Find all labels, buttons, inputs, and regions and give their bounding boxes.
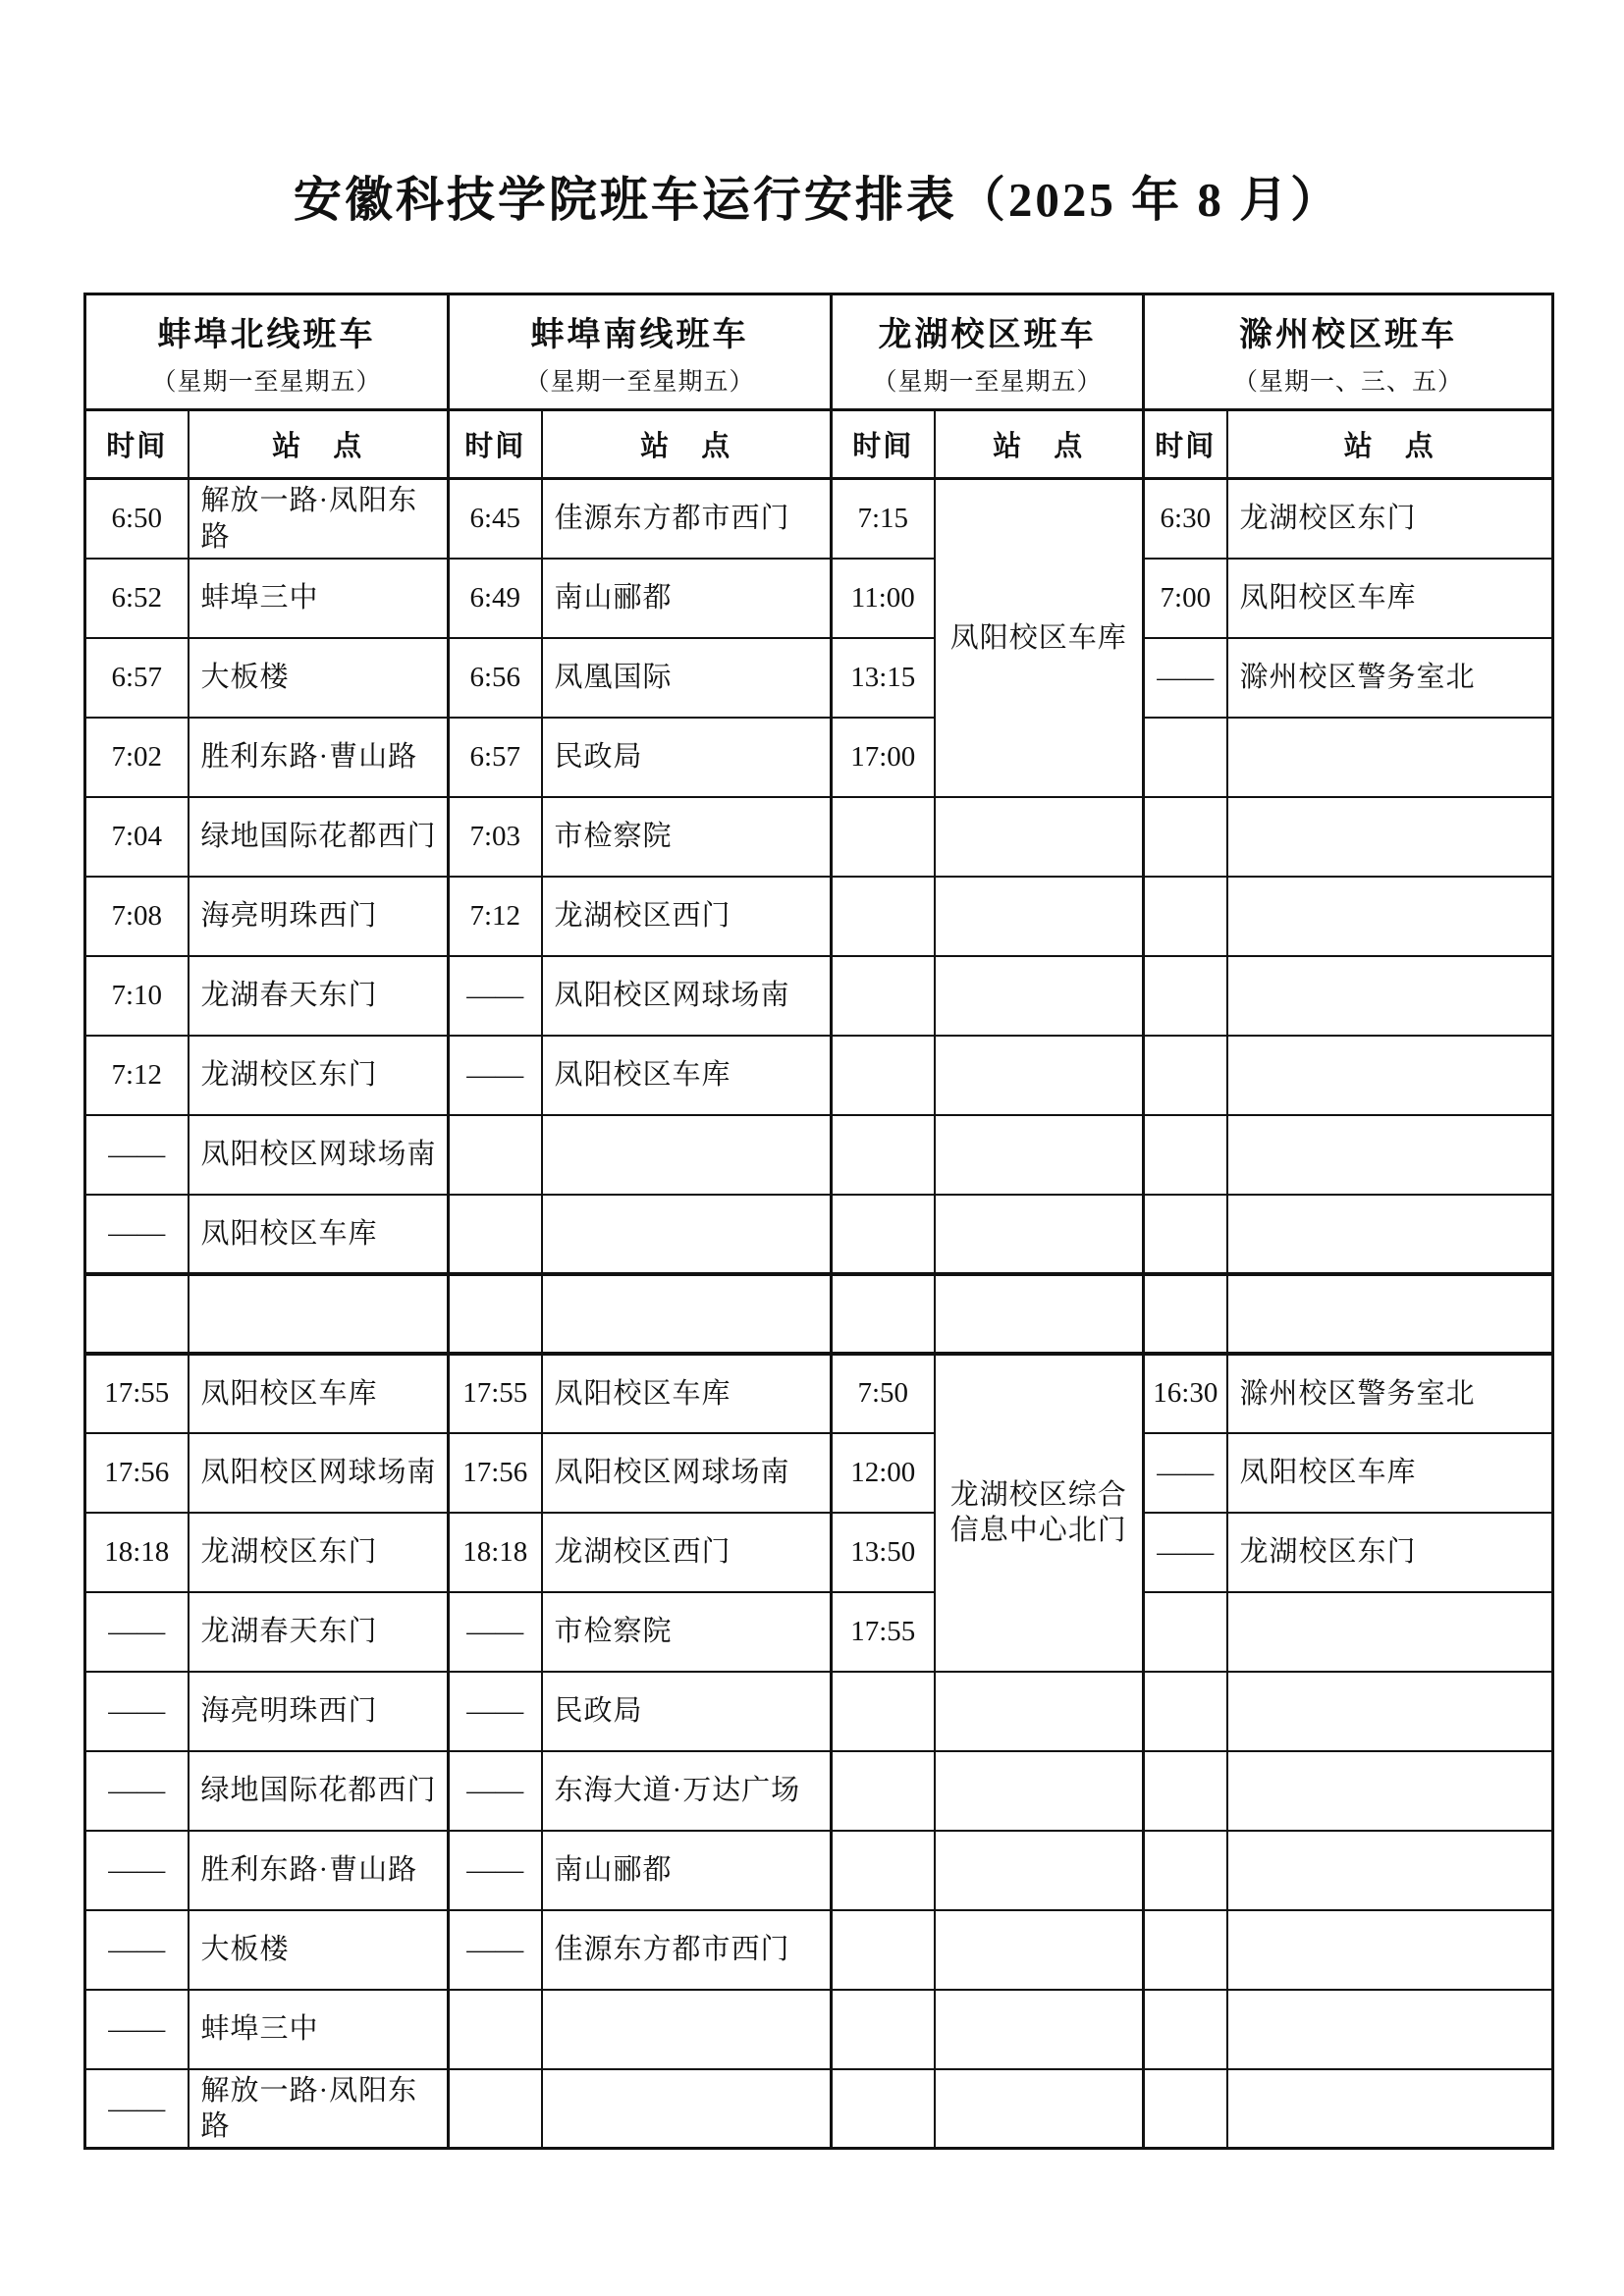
time-cell bbox=[832, 1274, 935, 1354]
station-cell: 龙湖校区东门 bbox=[189, 1036, 449, 1115]
time-header: 时间 bbox=[832, 410, 935, 479]
station-cell bbox=[1227, 1910, 1553, 1990]
group-header-longhu bbox=[832, 294, 1144, 410]
morning-row bbox=[85, 1274, 1553, 1354]
station-cell bbox=[935, 956, 1144, 1036]
station-cell bbox=[1227, 956, 1553, 1036]
station-cell: 滁州校区警务室北 bbox=[1227, 1354, 1553, 1433]
merged-station-cell: 凤阳校区车库 bbox=[935, 479, 1144, 797]
time-cell: 7:12 bbox=[85, 1036, 189, 1115]
time-cell bbox=[832, 2069, 935, 2149]
time-cell: 7:08 bbox=[85, 877, 189, 956]
time-cell bbox=[1144, 2069, 1227, 2149]
group-title: 滁州校区班车 bbox=[1239, 316, 1458, 353]
station-header: 站 点 bbox=[1227, 410, 1553, 479]
station-cell: 佳源东方都市西门 bbox=[542, 479, 832, 559]
station-cell: 绿地国际花都西门 bbox=[189, 797, 449, 877]
time-cell: —— bbox=[1144, 1433, 1227, 1513]
time-cell bbox=[1144, 797, 1227, 877]
group-title: 蚌埠北线班车 bbox=[157, 316, 376, 353]
time-cell bbox=[832, 1831, 935, 1910]
evening-row bbox=[85, 1751, 1553, 1831]
station-cell: 凤阳校区车库 bbox=[189, 1195, 449, 1274]
station-cell: 凤阳校区网球场南 bbox=[189, 1433, 449, 1513]
time-cell: —— bbox=[85, 1195, 189, 1274]
group-header-bengbu-south bbox=[449, 294, 832, 410]
morning-row bbox=[85, 956, 1553, 1036]
time-cell: 7:02 bbox=[85, 718, 189, 797]
station-cell: 绿地国际花都西门 bbox=[189, 1751, 449, 1831]
station-cell: 大板楼 bbox=[189, 638, 449, 718]
evening-row bbox=[85, 1831, 1553, 1910]
time-cell: 7:50 bbox=[832, 1354, 935, 1433]
time-cell: —— bbox=[85, 1672, 189, 1751]
time-cell: 18:18 bbox=[449, 1513, 542, 1592]
station-cell bbox=[1227, 1036, 1553, 1115]
time-cell bbox=[449, 1274, 542, 1354]
time-cell bbox=[832, 1195, 935, 1274]
time-cell: 13:50 bbox=[832, 1513, 935, 1592]
station-cell: 胜利东路·曹山路 bbox=[189, 1831, 449, 1910]
bus-schedule-table bbox=[83, 293, 1554, 2150]
station-cell bbox=[542, 1115, 832, 1195]
time-cell: 17:55 bbox=[85, 1354, 189, 1433]
morning-row bbox=[85, 1115, 1553, 1195]
group-header-chuzhou bbox=[1144, 294, 1553, 410]
station-cell: 胜利东路·曹山路 bbox=[189, 718, 449, 797]
time-cell: —— bbox=[85, 1751, 189, 1831]
time-cell bbox=[449, 2069, 542, 2149]
station-cell bbox=[542, 1195, 832, 1274]
station-cell: 大板楼 bbox=[189, 1910, 449, 1990]
time-cell: 18:18 bbox=[85, 1513, 189, 1592]
time-cell bbox=[1144, 718, 1227, 797]
station-cell bbox=[935, 877, 1144, 956]
time-cell: —— bbox=[449, 1036, 542, 1115]
time-cell bbox=[832, 797, 935, 877]
time-cell: 12:00 bbox=[832, 1433, 935, 1513]
station-cell: 凤凰国际 bbox=[542, 638, 832, 718]
time-cell bbox=[1144, 1592, 1227, 1672]
time-header: 时间 bbox=[1144, 410, 1227, 479]
time-cell bbox=[832, 1036, 935, 1115]
station-cell bbox=[189, 1274, 449, 1354]
time-cell bbox=[832, 1990, 935, 2069]
time-cell: —— bbox=[449, 1831, 542, 1910]
time-cell: 6:49 bbox=[449, 559, 542, 638]
station-cell: 龙湖校区东门 bbox=[1227, 1513, 1553, 1592]
time-cell: —— bbox=[85, 1990, 189, 2069]
station-cell bbox=[1227, 1751, 1553, 1831]
time-cell bbox=[1144, 956, 1227, 1036]
time-cell: —— bbox=[1144, 638, 1227, 718]
time-cell bbox=[832, 1672, 935, 1751]
time-cell: —— bbox=[449, 1672, 542, 1751]
station-cell: 龙湖校区东门 bbox=[1227, 479, 1553, 559]
station-cell bbox=[1227, 718, 1553, 797]
time-cell: 6:50 bbox=[85, 479, 189, 559]
time-cell: —— bbox=[449, 1910, 542, 1990]
group-subtitle: （星期一至星期五） bbox=[524, 368, 755, 396]
station-cell: 凤阳校区车库 bbox=[542, 1036, 832, 1115]
station-cell: 佳源东方都市西门 bbox=[542, 1910, 832, 1990]
group-header-bengbu-north bbox=[85, 294, 449, 410]
station-cell: 解放一路·凤阳东路 bbox=[189, 479, 449, 559]
morning-row bbox=[85, 797, 1553, 877]
time-cell: —— bbox=[85, 1115, 189, 1195]
time-cell: —— bbox=[449, 1592, 542, 1672]
station-cell bbox=[1227, 877, 1553, 956]
evening-row bbox=[85, 1672, 1553, 1751]
time-cell: 6:45 bbox=[449, 479, 542, 559]
station-cell bbox=[935, 797, 1144, 877]
station-cell: 凤阳校区网球场南 bbox=[542, 1433, 832, 1513]
station-cell bbox=[935, 1036, 1144, 1115]
station-cell: 海亮明珠西门 bbox=[189, 1672, 449, 1751]
time-cell: —— bbox=[85, 2069, 189, 2149]
evening-row bbox=[85, 1433, 1553, 1513]
station-cell: 蚌埠三中 bbox=[189, 1990, 449, 2069]
time-cell bbox=[832, 1910, 935, 1990]
time-header: 时间 bbox=[449, 410, 542, 479]
time-cell bbox=[1144, 1274, 1227, 1354]
station-cell bbox=[542, 2069, 832, 2149]
station-cell: 解放一路·凤阳东路 bbox=[189, 2069, 449, 2149]
group-title: 蚌埠南线班车 bbox=[530, 316, 749, 353]
station-cell: 滁州校区警务室北 bbox=[1227, 638, 1553, 718]
station-cell bbox=[1227, 1831, 1553, 1910]
time-cell: 17:55 bbox=[449, 1354, 542, 1433]
group-subtitle: （星期一至星期五） bbox=[872, 368, 1103, 396]
morning-row bbox=[85, 1036, 1553, 1115]
time-cell bbox=[832, 877, 935, 956]
station-header: 站 点 bbox=[935, 410, 1144, 479]
time-cell: 6:57 bbox=[449, 718, 542, 797]
station-cell: 凤阳校区网球场南 bbox=[542, 956, 832, 1036]
station-cell bbox=[1227, 1274, 1553, 1354]
station-cell bbox=[542, 1990, 832, 2069]
time-cell: 17:56 bbox=[85, 1433, 189, 1513]
station-cell bbox=[1227, 1592, 1553, 1672]
station-cell: 龙湖校区西门 bbox=[542, 877, 832, 956]
time-cell: 6:57 bbox=[85, 638, 189, 718]
time-cell: 7:00 bbox=[1144, 559, 1227, 638]
time-cell: 6:30 bbox=[1144, 479, 1227, 559]
time-cell bbox=[449, 1195, 542, 1274]
time-cell: —— bbox=[449, 956, 542, 1036]
station-cell: 南山郦都 bbox=[542, 1831, 832, 1910]
morning-row bbox=[85, 479, 1553, 559]
station-cell: 龙湖校区东门 bbox=[189, 1513, 449, 1592]
time-cell bbox=[449, 1990, 542, 2069]
time-cell bbox=[1144, 1990, 1227, 2069]
evening-row bbox=[85, 1513, 1553, 1592]
morning-row bbox=[85, 877, 1553, 956]
time-cell: 7:12 bbox=[449, 877, 542, 956]
merged-station-cell: 龙湖校区综合信息中心北门 bbox=[935, 1354, 1144, 1672]
station-cell bbox=[935, 1990, 1144, 2069]
time-cell: 7:04 bbox=[85, 797, 189, 877]
time-cell: —— bbox=[1144, 1513, 1227, 1592]
station-cell: 凤阳校区车库 bbox=[189, 1354, 449, 1433]
station-cell bbox=[542, 1274, 832, 1354]
evening-row bbox=[85, 1990, 1553, 2069]
station-cell: 东海大道·万达广场 bbox=[542, 1751, 832, 1831]
time-header: 时间 bbox=[85, 410, 189, 479]
group-header-row bbox=[85, 294, 1553, 410]
station-cell: 市检察院 bbox=[542, 797, 832, 877]
time-cell: 7:15 bbox=[832, 479, 935, 559]
time-cell bbox=[449, 1115, 542, 1195]
station-cell: 市检察院 bbox=[542, 1592, 832, 1672]
morning-row bbox=[85, 1195, 1553, 1274]
time-cell bbox=[1144, 1115, 1227, 1195]
station-cell bbox=[935, 1274, 1144, 1354]
station-cell: 龙湖春天东门 bbox=[189, 1592, 449, 1672]
station-cell bbox=[1227, 2069, 1553, 2149]
station-cell: 南山郦都 bbox=[542, 559, 832, 638]
time-cell: 17:55 bbox=[832, 1592, 935, 1672]
station-cell: 龙湖春天东门 bbox=[189, 956, 449, 1036]
station-cell bbox=[935, 1195, 1144, 1274]
time-cell bbox=[1144, 1195, 1227, 1274]
time-cell bbox=[832, 956, 935, 1036]
time-cell: 7:10 bbox=[85, 956, 189, 1036]
time-cell bbox=[85, 1274, 189, 1354]
time-cell bbox=[1144, 1751, 1227, 1831]
time-cell: —— bbox=[85, 1910, 189, 1990]
evening-row bbox=[85, 1592, 1553, 1672]
group-subtitle: （星期一、三、五） bbox=[1233, 368, 1464, 396]
time-cell bbox=[1144, 1672, 1227, 1751]
station-cell: 民政局 bbox=[542, 1672, 832, 1751]
time-cell: 16:30 bbox=[1144, 1354, 1227, 1433]
time-cell: —— bbox=[85, 1592, 189, 1672]
station-cell: 凤阳校区网球场南 bbox=[189, 1115, 449, 1195]
time-cell: —— bbox=[85, 1831, 189, 1910]
time-cell bbox=[1144, 1036, 1227, 1115]
time-cell bbox=[1144, 1831, 1227, 1910]
station-cell: 龙湖校区西门 bbox=[542, 1513, 832, 1592]
group-title: 龙湖校区班车 bbox=[878, 316, 1097, 353]
time-cell: 17:56 bbox=[449, 1433, 542, 1513]
station-cell: 海亮明珠西门 bbox=[189, 877, 449, 956]
station-cell: 凤阳校区车库 bbox=[1227, 559, 1553, 638]
morning-row bbox=[85, 559, 1553, 638]
station-cell bbox=[935, 2069, 1144, 2149]
station-cell: 蚌埠三中 bbox=[189, 559, 449, 638]
column-header-row bbox=[85, 410, 1553, 479]
evening-row bbox=[85, 1354, 1553, 1433]
station-cell bbox=[935, 1115, 1144, 1195]
time-cell: 6:52 bbox=[85, 559, 189, 638]
station-cell bbox=[935, 1831, 1144, 1910]
station-cell: 凤阳校区车库 bbox=[1227, 1433, 1553, 1513]
station-cell: 民政局 bbox=[542, 718, 832, 797]
time-cell: 13:15 bbox=[832, 638, 935, 718]
station-cell bbox=[1227, 797, 1553, 877]
page-title: 安徽科技学院班车运行安排表（2025 年 8 月） bbox=[293, 173, 1342, 227]
evening-row bbox=[85, 1910, 1553, 1990]
station-cell bbox=[1227, 1195, 1553, 1274]
time-cell: 11:00 bbox=[832, 559, 935, 638]
station-header: 站 点 bbox=[542, 410, 832, 479]
time-cell: 7:03 bbox=[449, 797, 542, 877]
station-cell bbox=[935, 1751, 1144, 1831]
station-cell bbox=[935, 1910, 1144, 1990]
time-cell: 6:56 bbox=[449, 638, 542, 718]
group-subtitle: （星期一至星期五） bbox=[151, 368, 382, 396]
time-cell bbox=[832, 1751, 935, 1831]
evening-row bbox=[85, 2069, 1553, 2149]
station-cell bbox=[935, 1672, 1144, 1751]
time-cell bbox=[1144, 1910, 1227, 1990]
station-cell bbox=[1227, 1990, 1553, 2069]
station-cell bbox=[1227, 1672, 1553, 1751]
time-cell: 17:00 bbox=[832, 718, 935, 797]
time-cell bbox=[832, 1115, 935, 1195]
station-header: 站 点 bbox=[189, 410, 449, 479]
time-cell bbox=[1144, 877, 1227, 956]
morning-row bbox=[85, 638, 1553, 718]
station-cell bbox=[1227, 1115, 1553, 1195]
station-cell: 凤阳校区车库 bbox=[542, 1354, 832, 1433]
time-cell: —— bbox=[449, 1751, 542, 1831]
morning-row bbox=[85, 718, 1553, 797]
